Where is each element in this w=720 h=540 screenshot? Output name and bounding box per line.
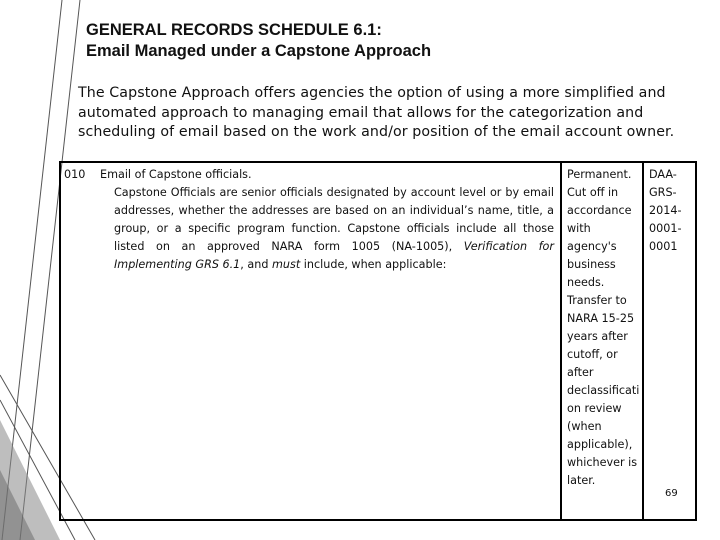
authority-line: GRS- bbox=[649, 186, 677, 199]
item-heading: Email of Capstone officials. bbox=[100, 168, 252, 181]
disposition-line: NARA 15-25 bbox=[567, 312, 635, 325]
authority-line: 0001- bbox=[649, 222, 682, 235]
disposition-line: cutoff, or bbox=[567, 348, 618, 361]
disposition-instruction bbox=[567, 166, 642, 490]
disposition-line: (when bbox=[567, 420, 602, 433]
item-description bbox=[114, 184, 554, 274]
disposition-line: agency's bbox=[567, 240, 617, 253]
disposition-line: applicable), bbox=[567, 438, 633, 451]
description-text: Capstone Officials are senior officials designated by account level or by email addresses, whether the addresses are based on an individual’s name, title, a group, or a specific program function. Capstone officials include all those listed on an approved NARA form 1005 (NA-1005), bbox=[114, 186, 554, 253]
disposition-line: accordance bbox=[567, 204, 632, 217]
column-divider bbox=[642, 163, 644, 519]
authority-line: DAA- bbox=[649, 168, 677, 181]
page-number: 69 bbox=[665, 488, 678, 499]
disposition-line: Transfer to bbox=[567, 294, 627, 307]
disposition-line: declassificati bbox=[567, 384, 640, 397]
disposition-line: with bbox=[567, 222, 591, 235]
description-text: include, when applicable: bbox=[300, 258, 447, 271]
authority-line: 0001 bbox=[649, 240, 678, 253]
description-must: must bbox=[272, 258, 301, 271]
authority-line: 2014- bbox=[649, 204, 682, 217]
disposition-line: Cut off in bbox=[567, 186, 619, 199]
title-line-1: GENERAL RECORDS SCHEDULE 6.1: bbox=[86, 21, 382, 39]
disposition-line: on review bbox=[567, 402, 622, 415]
column-divider bbox=[560, 163, 562, 519]
disposition-line: business bbox=[567, 258, 616, 271]
disposition-line: Permanent. bbox=[567, 168, 632, 181]
title-line-2: Email Managed under a Capstone Approach bbox=[86, 42, 432, 60]
slide-title bbox=[86, 20, 686, 62]
description-form-title: Verification for Implementing GRS 6.1 bbox=[114, 240, 554, 271]
disposition-authority bbox=[649, 166, 689, 256]
disposition-line: whichever is bbox=[567, 456, 638, 469]
item-number: 010 bbox=[64, 168, 86, 181]
disposition-line: years after bbox=[567, 330, 628, 343]
description-text: , and bbox=[240, 258, 273, 271]
intro-paragraph: The Capstone Approach offers agencies the option of using a more simplified and automated approach to managing email that allows for the categorization and scheduling of email based on the work and/or position of the email account owner. bbox=[78, 85, 675, 140]
disposition-line: after bbox=[567, 366, 594, 379]
disposition-line: needs. bbox=[567, 276, 605, 289]
schedule-table bbox=[59, 161, 697, 521]
disposition-line: later. bbox=[567, 474, 596, 487]
